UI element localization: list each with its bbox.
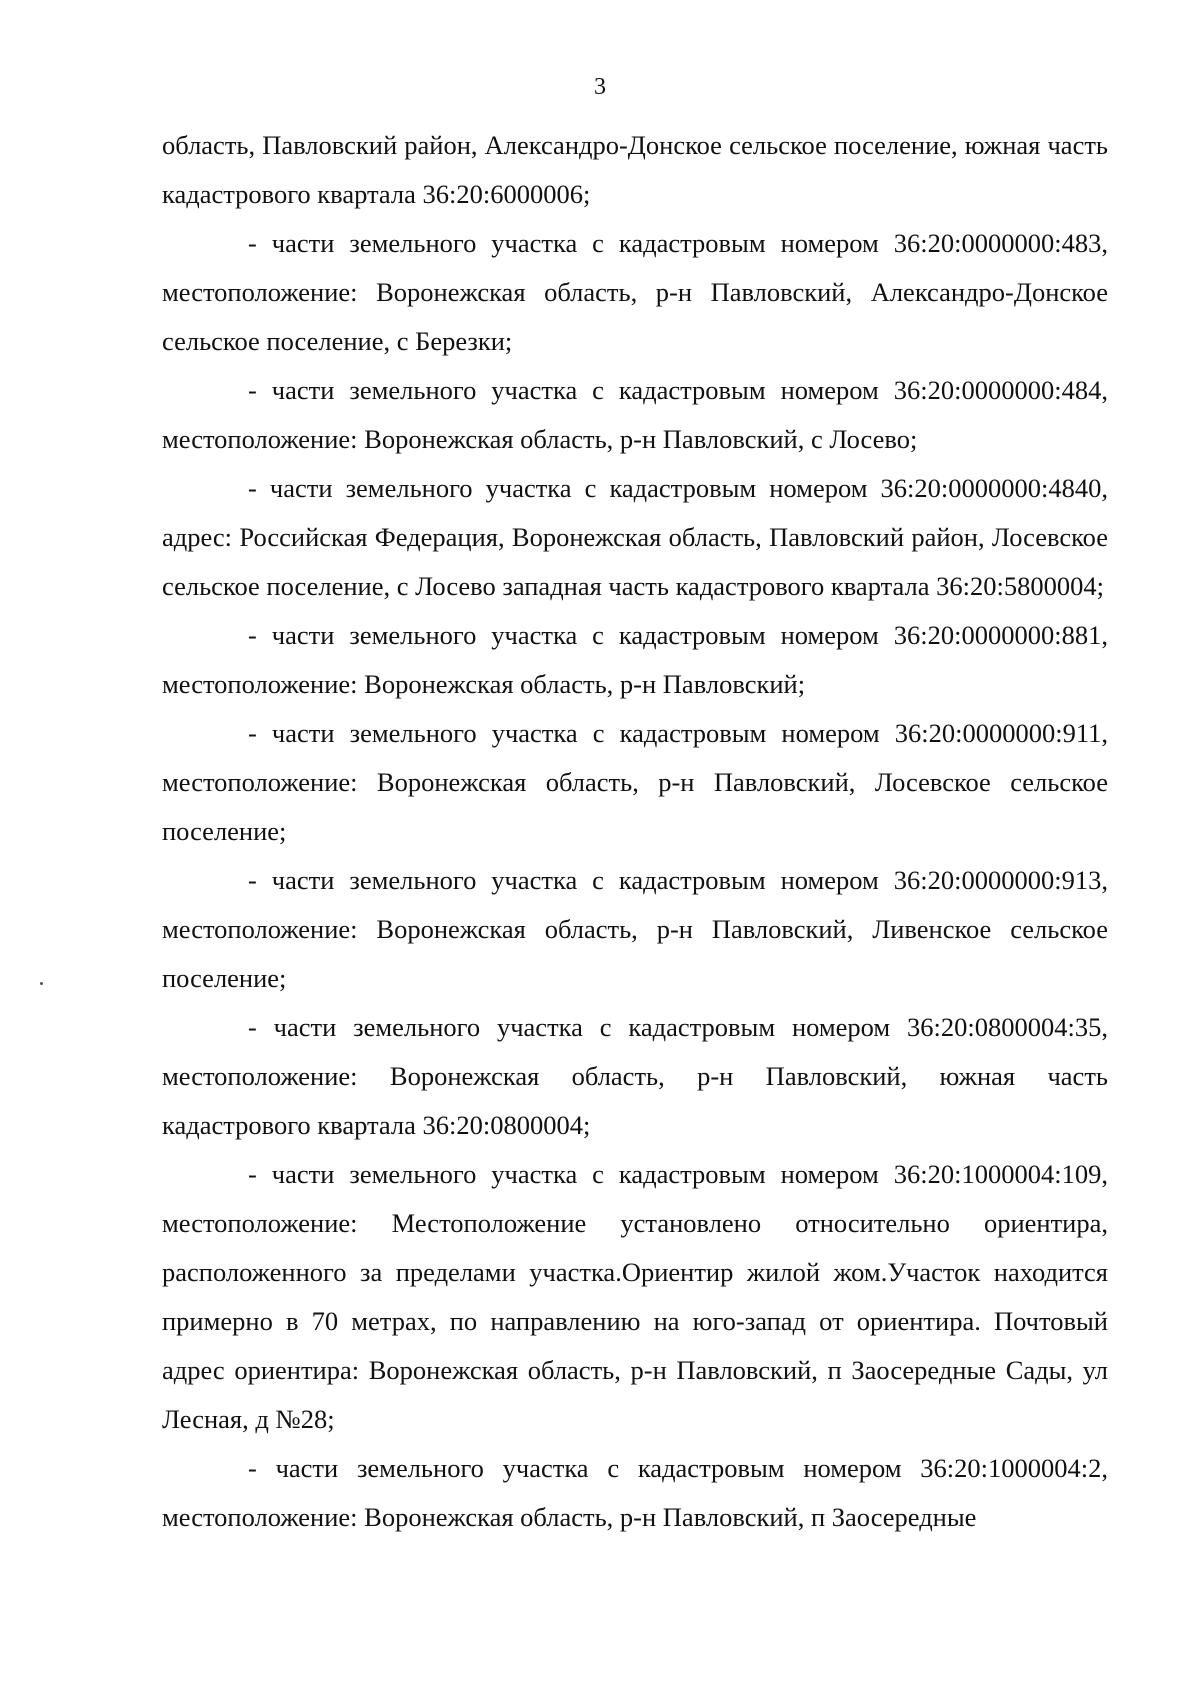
paragraph-plot-35: - части земельного участка с кадастровым номером 36:20:0800004:35, местоположение: Воронежская область, р-н Павловский, южная часть кадастрового квартала 36:20:0800004; xyxy=(162,1012,1108,1140)
paragraph-plot-881: - части земельного участка с кадастровым номером 36:20:0000000:881, местоположение: Воронежская область, р-н Павловский; xyxy=(162,620,1108,699)
paragraph-plot-911: - части земельного участка с кадастровым номером 36:20:0000000:911, местоположение: Воронежская область, р-н Павловский, Лосевское сельское поселение; xyxy=(162,718,1108,846)
paragraph-plot-109: - части земельного участка с кадастровым номером 36:20:1000004:109, местоположение: Местоположение установлено относительно ориентира, расположенного за пределами участка.Ориентир жилой жом.Участок находится примерно в 70 метрах, по направлению на юго-запад от ориентира. Почтовый адрес ориентира: Воронежская область, р-н Павловский, п Заосередные Сады, ул Лесная, д №28; xyxy=(162,1159,1108,1434)
page-number: 3 xyxy=(594,74,606,100)
paragraph-continuation: область, Павловский район, Александро-Донское сельское поселение, южная часть кадастрового квартала 36:20:6000006; xyxy=(162,130,1108,209)
scan-speck xyxy=(40,982,43,985)
paragraph-plot-2: - части земельного участка с кадастровым номером 36:20:1000004:2, местоположение: Воронежская область, р-н Павловский, п Заосередные xyxy=(162,1453,1108,1532)
document-body xyxy=(162,121,1108,1542)
paragraph-plot-483: - части земельного участка с кадастровым номером 36:20:0000000:483, местоположение: Воронежская область, р-н Павловский, Александро-Донское сельское поселение, с Березки; xyxy=(162,228,1108,356)
paragraph-plot-484: - части земельного участка с кадастровым номером 36:20:0000000:484, местоположение: Воронежская область, р-н Павловский, с Лосево; xyxy=(162,375,1108,454)
paragraph-plot-913: - части земельного участка с кадастровым номером 36:20:0000000:913, местоположение: Воронежская область, р-н Павловский, Ливенское сельское поселение; xyxy=(162,865,1108,993)
paragraph-plot-4840: - части земельного участка с кадастровым номером 36:20:0000000:4840, адрес: Российская Федерация, Воронежская область, Павловский район, Лосевское сельское поселение, с Лосево западная часть кадастрового квартала 36:20:5800004; xyxy=(162,473,1108,601)
